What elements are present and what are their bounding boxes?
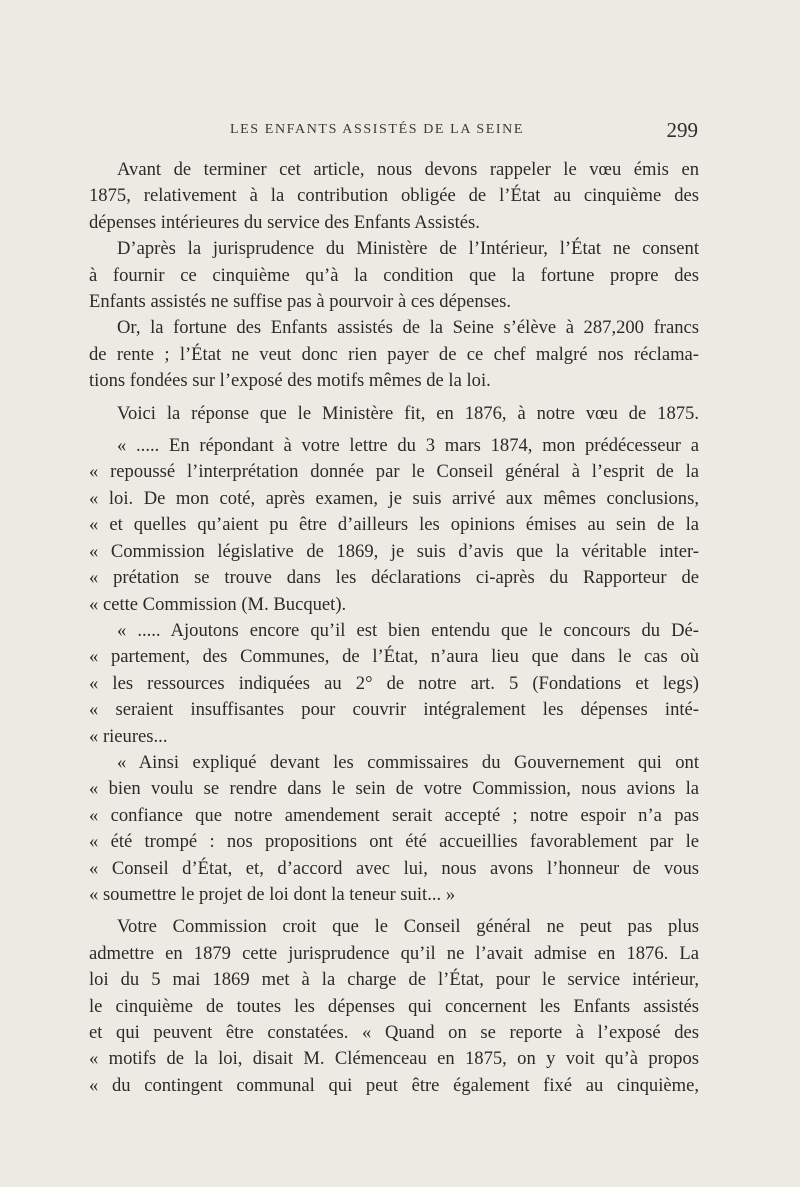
text-line: dépenses intérieures du service des Enfants Assistés. xyxy=(89,211,480,233)
text-line: « rieures... xyxy=(89,725,168,747)
text-line: 1875, relativement à la contribution obligée de l’État au cinquième des xyxy=(89,185,699,207)
text-line: « les ressources indiquées au 2° de notre art. 5 (Fondations et legs) xyxy=(89,672,699,694)
text-line: « soumettre le projet de loi dont la teneur suit... » xyxy=(89,883,456,905)
text-line: loi du 5 mai 1869 met à la charge de l’État, pour le service intérieur, xyxy=(89,969,699,991)
text-line: « seraient insuffisantes pour couvrir intégralement les dépenses inté- xyxy=(89,699,699,721)
text-line: « bien voulu se rendre dans le sein de votre Commission, nous avions la xyxy=(89,778,699,800)
text-line: « du contingent communal qui peut être également fixé au cinquième, xyxy=(89,1074,699,1096)
text-line: « ..... En répondant à votre lettre du 3 mars 1874, mon prédécesseur a xyxy=(117,435,699,457)
text-line: « repoussé l’interprétation donnée par le Conseil général à l’esprit de la xyxy=(89,461,699,483)
text-line: « partement, des Communes, de l’État, n’aura lieu que dans le cas où xyxy=(89,646,699,668)
page-header xyxy=(90,120,700,148)
text-line: tions fondées sur l’exposé des motifs mêmes de la loi. xyxy=(89,370,491,392)
text-line: « Commission législative de 1869, je suis d’avis que la véritable inter- xyxy=(89,540,699,562)
text-line: Or, la fortune des Enfants assistés de la Seine s’élève à 287,200 francs xyxy=(117,317,699,339)
text-line: « été trompé : nos propositions ont été accueillies favorablement par le xyxy=(89,831,699,853)
text-line: « prétation se trouve dans les déclarations ci-après du Rapporteur de xyxy=(89,567,699,589)
page-number: 299 xyxy=(666,118,698,142)
text-line: Votre Commission croit que le Conseil général ne peut pas plus xyxy=(117,916,699,938)
text-line: « confiance que notre amendement serait accepté ; notre espoir n’a pas xyxy=(89,804,699,826)
text-line: Avant de terminer cet article, nous devons rappeler le vœu émis en xyxy=(117,159,699,180)
text-line: le cinquième de toutes les dépenses qui concernent les Enfants assistés xyxy=(89,995,699,1017)
text-line: « ..... Ajoutons encore qu’il est bien entendu que le concours du Dé- xyxy=(117,619,699,641)
text-line: « cette Commission (M. Bucquet). xyxy=(89,593,347,615)
text-line: « loi. De mon coté, après examen, je suis arrivé aux mêmes conclusions, xyxy=(89,487,699,509)
text-line: Enfants assistés ne suffise pas à pourvoir à ces dépenses. xyxy=(89,291,512,313)
text-line: à fournir ce cinquième qu’à la condition que la fortune propre des xyxy=(89,264,699,286)
text-line: « Ainsi expliqué devant les commissaires du Gouvernement qui ont xyxy=(117,751,699,773)
text-line: « motifs de la loi, disait M. Clémenceau en 1875, on y voit qu’à propos xyxy=(89,1048,699,1070)
text-line: D’après la jurisprudence du Ministère de l’Intérieur, l’État ne consent xyxy=(117,238,699,260)
running-head: LES ENFANTS ASSISTÉS DE LA SEINE xyxy=(230,122,525,137)
text-line: « Conseil d’État, et, d’accord avec lui, nous avons l’honneur de vous xyxy=(89,857,699,879)
text-line: « et quelles qu’aient pu être d’ailleurs les opinions émises au sein de la xyxy=(89,514,699,536)
text-line: et qui peuvent être constatées. « Quand on se reporte à l’exposé des xyxy=(89,1022,699,1043)
text-line: de rente ; l’État ne veut donc rien payer de ce chef malgré nos réclama- xyxy=(89,343,699,365)
text-line: Voici la réponse que le Ministère fit, en 1876, à notre vœu de 1875. xyxy=(117,402,699,424)
text-line: admettre en 1879 cette jurisprudence qu’il ne l’avait admise en 1876. La xyxy=(89,942,699,964)
body-text xyxy=(89,157,699,1099)
